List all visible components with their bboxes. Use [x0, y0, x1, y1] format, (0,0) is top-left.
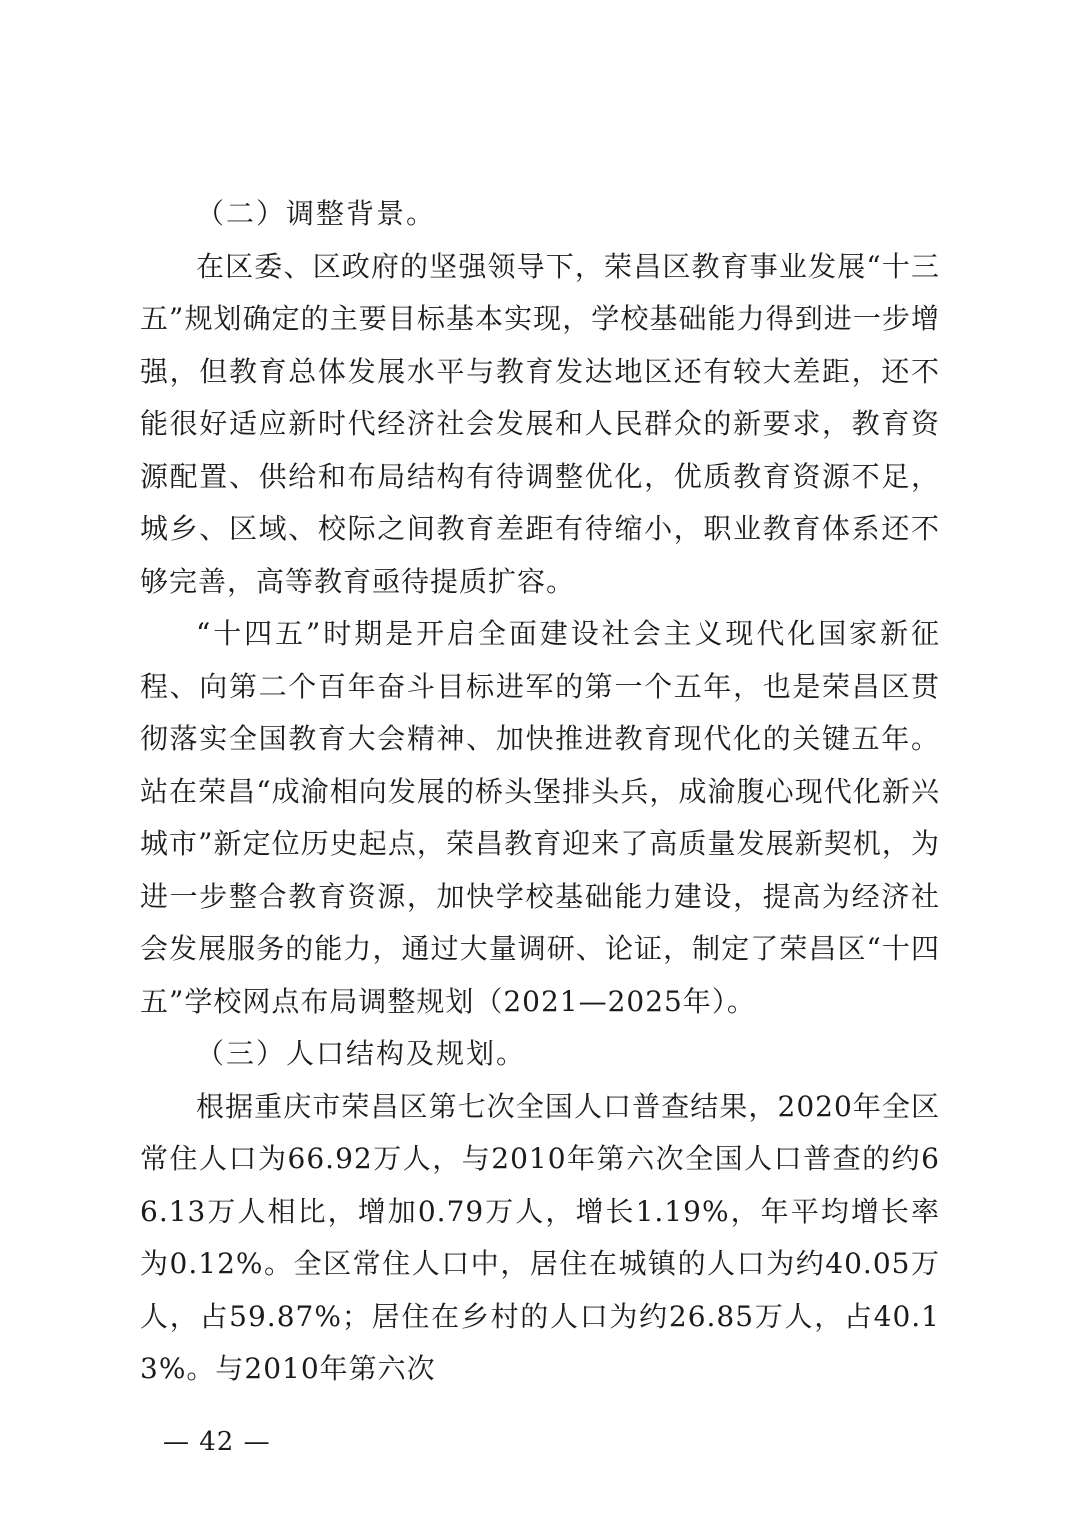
paragraph-fourteenth-five-year: “十四五”时期是开启全面建设社会主义现代化国家新征程、向第二个百年奋斗目标进军的第一个五年，也是荣昌区贯彻落实全国教育大会精神、加快推进教育现代化的关键五年。站在荣昌“成渝相向发展的桥头堡排头兵，成渝腹心现代化新兴城市”新定位历史起点，荣昌教育迎来了高质量发展新契机，为进一步整合教育资源，加快学校基础能力建设，提高为经济社会发展服务的能力，通过大量调研、论证，制定了荣昌区“十四五”学校网点布局调整规划（2021—2025年）。 — [140, 617, 940, 1018]
document-body — [140, 188, 940, 1396]
section-heading-adjustment-background: （二）调整背景。 — [196, 197, 437, 230]
page-number: — 42 — — [163, 1427, 271, 1457]
section-heading-population: （三）人口结构及规划。 — [196, 1037, 527, 1070]
paragraph-background: 在区委、区政府的坚强领导下，荣昌区教育事业发展“十三五”规划确定的主要目标基本实现，学校基础能力得到进一步增强，但教育总体发展水平与教育发达地区还有较大差距，还不能很好适应新时代经济社会发展和人民群众的新要求，教育资源配置、供给和布局结构有待调整优化，优质教育资源不足，城乡、区域、校际之间教育差距有待缩小，职业教育体系还不够完善，高等教育亟待提质扩容。 — [140, 249, 940, 598]
paragraph-population-census: 根据重庆市荣昌区第七次全国人口普查结果，2020年全区常住人口为66.92万人，与2010年第六次全国人口普查的约66.13万人相比，增加0.79万人，增长1.19%，年平均增长率为0.12%。全区常住人口中，居住在城镇的人口为约40.05万人，占59.87%；居住在乡村的人口为约26.85万人，占40.13%。与2010年第六次 — [140, 1089, 940, 1385]
